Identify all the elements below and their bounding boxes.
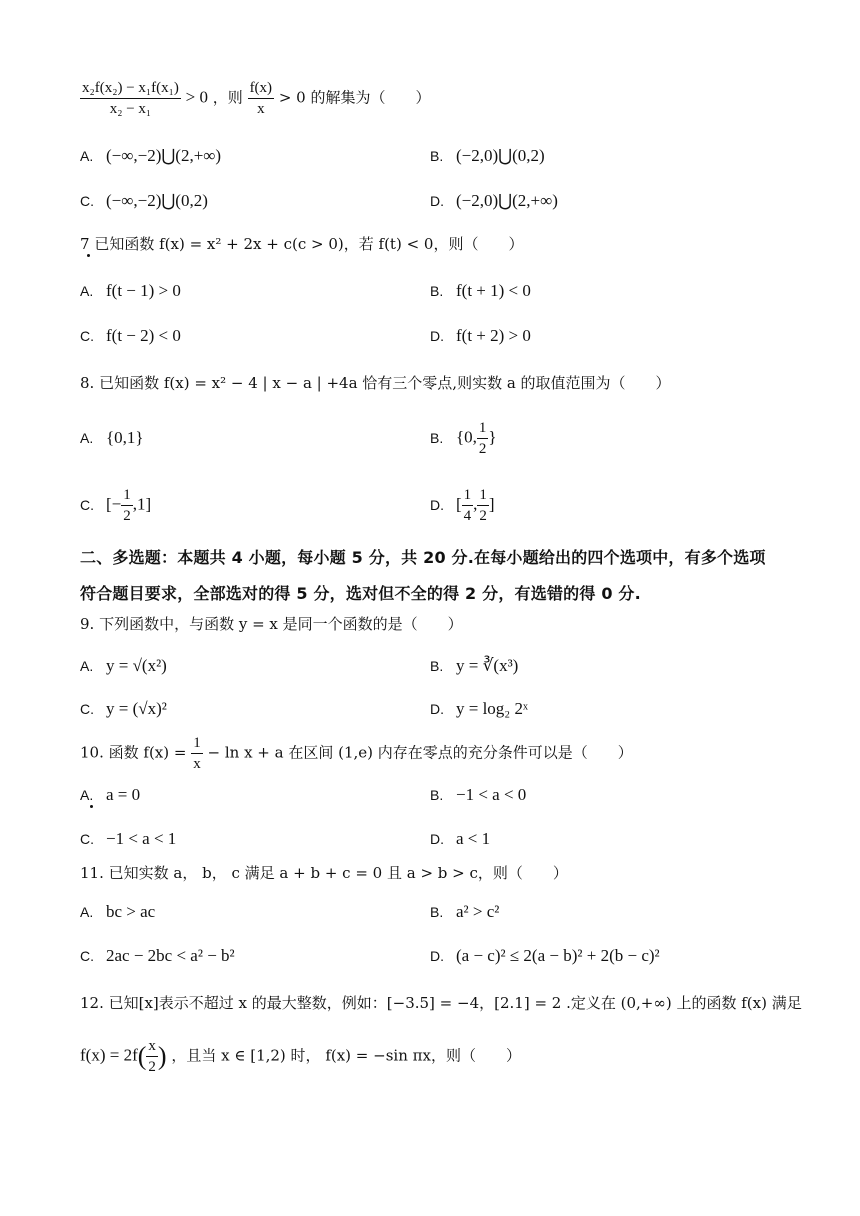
- q11-option-d[interactable]: D. (a − c)² ≤ 2(a − b)² + 2(b − c)²: [430, 946, 660, 965]
- q9-option-b[interactable]: B. y = ∛(x³): [430, 656, 519, 675]
- q12-left-paren: (: [137, 1041, 147, 1071]
- q6-option-c[interactable]: C. (−∞,−2)⋃(0,2): [80, 191, 208, 210]
- q12-stem-line-2: f(x) = 2f( $\frac{x}{2}$ ) ，且当 x ∈ [1,2) 时， f(x) = −sin πx，则（ ）: [80, 1038, 521, 1075]
- q6-fraction-2-numerator: f(x): [248, 78, 275, 99]
- q8-option-d[interactable]: D. [ $\frac{1}{4}$ , $\frac{1}{2}$ ]: [430, 487, 495, 524]
- q6-fraction-denominator: x₂ − x₁: [109, 101, 152, 117]
- q8-option-c-fraction: $\frac{1}{2}$: [123, 487, 131, 524]
- q8-option-b-fraction: $\frac{1}{2}$: [478, 420, 487, 457]
- q7-stem: [80, 233, 523, 254]
- q10-fraction: $\frac{1}{x}$: [193, 735, 201, 772]
- q6-fraction: [80, 78, 181, 119]
- q10-option-c[interactable]: C. −1 < a < 1: [80, 829, 177, 848]
- q10-stem: 10. 函数 f(x) = $\frac{1}{x}$ − ln x + a 在区间 (1,e) 内存在零点的充分条件可以是（ ）: [80, 735, 633, 772]
- q7-option-b[interactable]: B. f(t + 1) < 0: [430, 281, 531, 300]
- q12-fraction: $\frac{x}{2}$: [148, 1038, 156, 1075]
- q6-condition-line: [80, 78, 431, 119]
- q8-option-b[interactable]: B. {0, $\frac{1}{2}$ }: [430, 420, 497, 457]
- q11-option-c[interactable]: C. 2ac − 2bc < a² − b²: [80, 946, 235, 965]
- q6-fraction-2: [248, 78, 275, 119]
- q12-right-paren: ): [157, 1041, 167, 1071]
- q9-option-a[interactable]: A. y = √(x²): [80, 656, 167, 675]
- q10-option-d[interactable]: D. a < 1: [430, 829, 491, 848]
- q9-stem: 9. 下列函数中，与函数 y = x 是同一个函数的是（ ）: [80, 615, 463, 633]
- q6-option-a[interactable]: A. (−∞,−2)⋃(2,+∞): [80, 146, 222, 165]
- q6-then: ，则: [212, 88, 243, 107]
- q10-option-a-dot: [90, 805, 93, 808]
- q11-option-a[interactable]: A. bc > ac: [80, 902, 156, 921]
- q11-stem: 11. 已知实数 a， b， c 满足 a + b + c = 0 且 a > b > c，则（ ）: [80, 864, 568, 882]
- q9-option-c[interactable]: C. y = (√x)²: [80, 699, 167, 718]
- q8-option-a[interactable]: A. {0,1}: [80, 428, 144, 447]
- q9-option-d[interactable]: D. y = log₂ 2ˣ: [430, 699, 528, 718]
- q8-option-d-fraction-1: $\frac{1}{4}$: [463, 487, 472, 524]
- q7-number-dot: [87, 254, 90, 257]
- q7-option-a[interactable]: A. f(t − 1) > 0: [80, 281, 181, 300]
- q10-option-b[interactable]: B. −1 < a < 0: [430, 785, 527, 804]
- q7-option-c[interactable]: C. f(t − 2) < 0: [80, 326, 181, 345]
- q6-option-d[interactable]: D. (−2,0)⋃(2,+∞): [430, 191, 558, 210]
- q8-option-d-fraction-2: $\frac{1}{2}$: [479, 487, 487, 524]
- section-2-header-line-2: 符合题目要求，全部选对的得 5 分，选对但不全的得 2 分，有选错的得 0 分.: [80, 584, 641, 603]
- q7-stem-text: 已知函数 f(x) = x² + 2x + c(c > 0)，若 f(t) < 0，则（ ）: [94, 235, 524, 253]
- q10-option-a[interactable]: A. a = 0: [80, 785, 141, 804]
- q6-fraction-2-denominator: x: [257, 101, 265, 117]
- q8-stem: 8. 已知函数 f(x) = x² − 4 | x − a | +4a 恰有三个零点,则实数 a 的取值范围为（ ）: [80, 374, 671, 392]
- q6-fraction-numerator: x₂f(x₂) − x₁f(x₁): [80, 78, 181, 99]
- q11-option-b[interactable]: B. a² > c²: [430, 902, 500, 921]
- q8-option-c[interactable]: C. [− $\frac{1}{2}$ ,1]: [80, 487, 152, 524]
- q6-option-b[interactable]: B. (−2,0)⋃(0,2): [430, 146, 545, 165]
- section-2-header-line-1: 二、多选题：本题共 4 小题，每小题 5 分，共 20 分.在每小题给出的四个选项中，有多个选项: [80, 548, 766, 567]
- q6-tail: > 0 的解集为（ ）: [278, 88, 431, 107]
- q7-option-d[interactable]: D. f(t + 2) > 0: [430, 326, 531, 345]
- q6-gt-zero: > 0: [185, 87, 208, 107]
- q7-number: 7: [80, 235, 90, 253]
- q12-stem-line-1: 12. 已知[x]表示不超过 x 的最大整数，例如：[−3.5] = −4，[2.1] = 2 .定义在 (0,+∞) 上的函数 f(x) 满足: [80, 994, 802, 1012]
